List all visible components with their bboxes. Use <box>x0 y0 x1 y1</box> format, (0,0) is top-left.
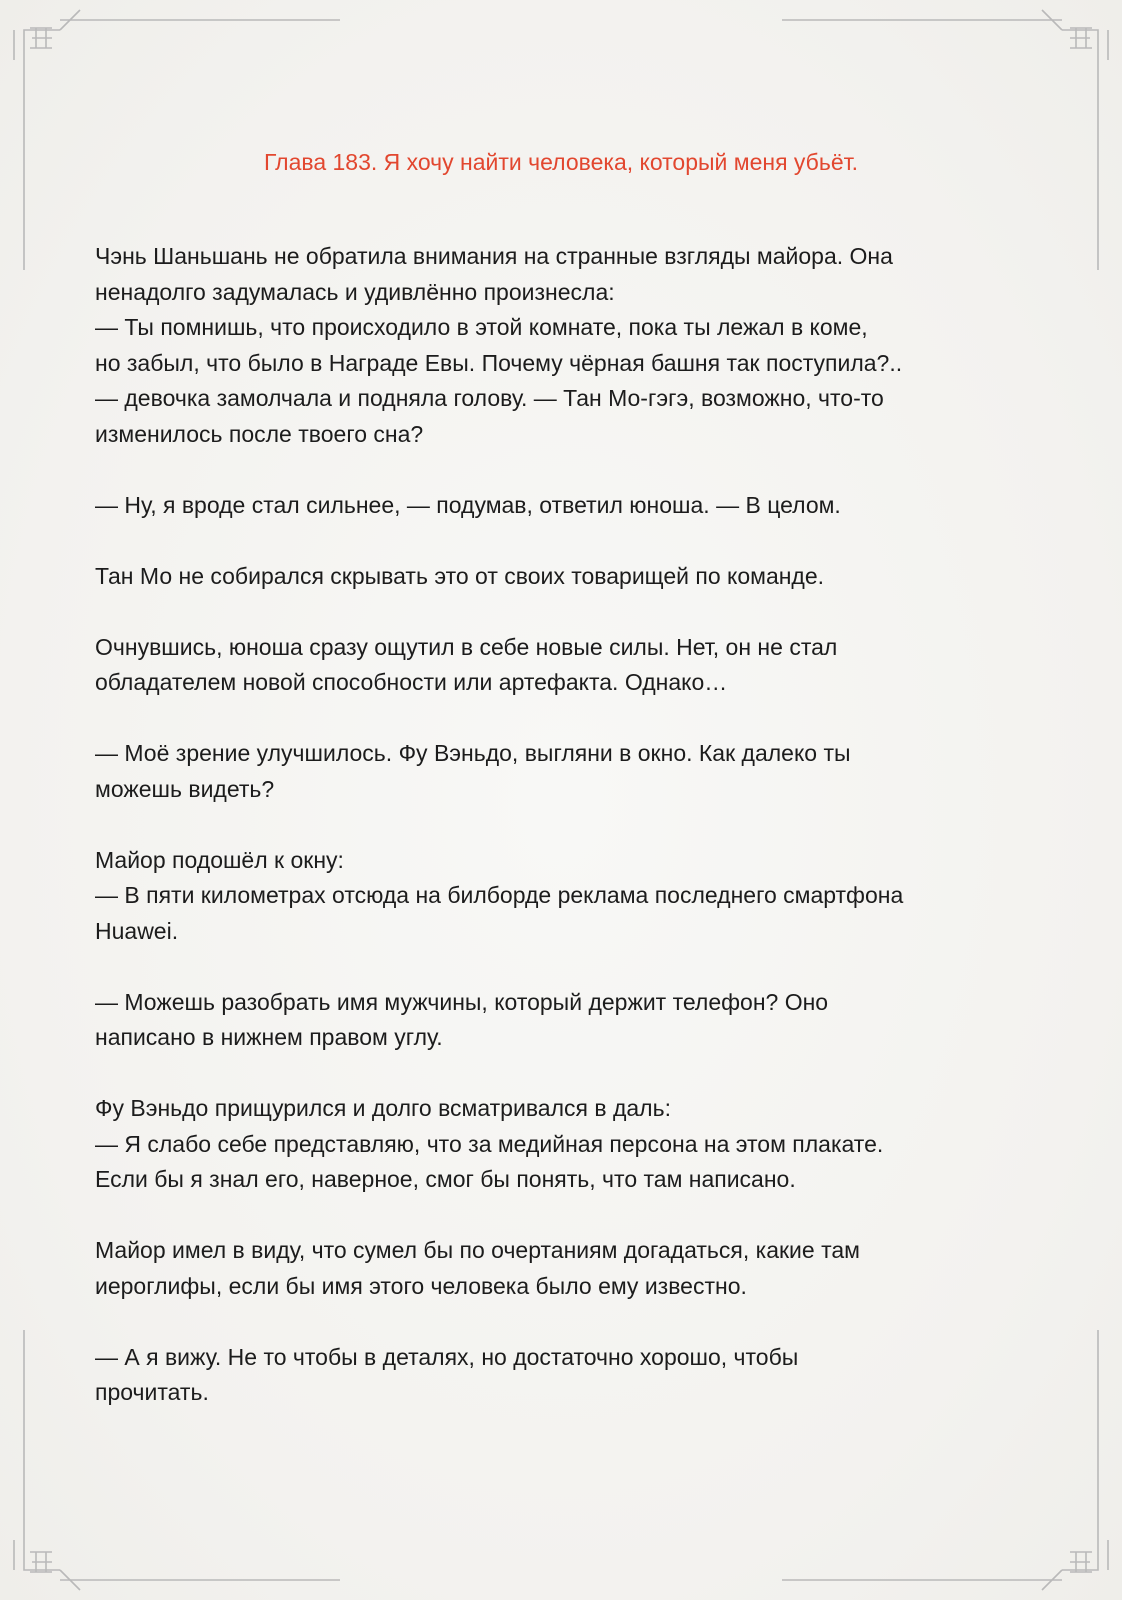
text-line: Майор имел в виду, что сумел бы по очертаниям догадаться, какие там <box>95 1237 860 1263</box>
text-line: — девочка замолчала и подняла голову. — Тан Мо-гэгэ, возможно, что-то <box>95 385 884 411</box>
paragraph <box>95 1091 1035 1198</box>
paragraph <box>95 1233 1035 1304</box>
paragraph <box>95 736 1035 807</box>
paragraph <box>95 559 1035 595</box>
corner-ornament-top-left <box>14 10 340 270</box>
text-line: обладателем новой способности или артефакта. Однако… <box>95 669 728 695</box>
text-line: Если бы я знал его, наверное, смог бы понять, что там написано. <box>95 1166 796 1192</box>
text-line: Майор подошёл к окну: <box>95 846 344 873</box>
text-line: изменилось после твоего сна? <box>95 420 424 447</box>
paragraph <box>95 239 1035 452</box>
text-line: — Моё зрение улучшилось. Фу Вэньдо, выгляни в окно. Как далеко ты <box>95 740 851 766</box>
text-line: — Я слабо себе представляю, что за медийная персона на этом плакате. <box>95 1130 884 1157</box>
text-line: — Ты помнишь, что происходило в этой комнате, пока ты лежал в коме, <box>95 314 868 340</box>
text-line: Очнувшись, юноша сразу ощутил в себе новые силы. Нет, он не стал <box>95 633 838 660</box>
paragraph <box>95 630 1035 701</box>
paragraph <box>95 488 1035 524</box>
text-line: но забыл, что было в Награде Евы. Почему чёрная башня так поступила?.. <box>95 349 903 376</box>
text-line: Тан Мо не собирался скрывать это от своих товарищей по команде. <box>95 562 825 589</box>
text-line: Фу Вэньдо прищурился и долго всматривался в даль: <box>95 1095 671 1121</box>
paragraph <box>95 985 1035 1056</box>
text-line: — В пяти километрах отсюда на билборде реклама последнего смартфона <box>95 882 904 908</box>
text-line: — Можешь разобрать имя мужчины, который держит телефон? Оно <box>95 988 829 1015</box>
corner-ornament-top-right <box>782 10 1108 270</box>
text-line: — А я вижу. Не то чтобы в деталях, но достаточно хорошо, чтобы <box>95 1343 799 1370</box>
paragraph <box>95 843 1035 950</box>
text-line: Huawei. <box>95 917 179 944</box>
text-line: написано в нижнем правом углу. <box>95 1024 443 1050</box>
text-line: прочитать. <box>95 1379 209 1405</box>
text-line: — Ну, я вроде стал сильнее, — подумав, ответил юноша. — В целом. <box>95 491 841 518</box>
text-line: ненадолго задумалась и удивлённо произнесла: <box>95 278 615 305</box>
text-line: Чэнь Шаньшань не обратила внимания на странные взгляды майора. Она <box>95 243 893 269</box>
text-line: иероглифы, если бы имя этого человека было ему известно. <box>95 1272 747 1299</box>
text-line: можешь видеть? <box>95 775 275 802</box>
chapter-title: Глава 183. Я хочу найти человека, который меня убьёт. <box>263 149 859 175</box>
chapter-text <box>95 239 1035 1446</box>
paragraph <box>95 1340 1035 1411</box>
